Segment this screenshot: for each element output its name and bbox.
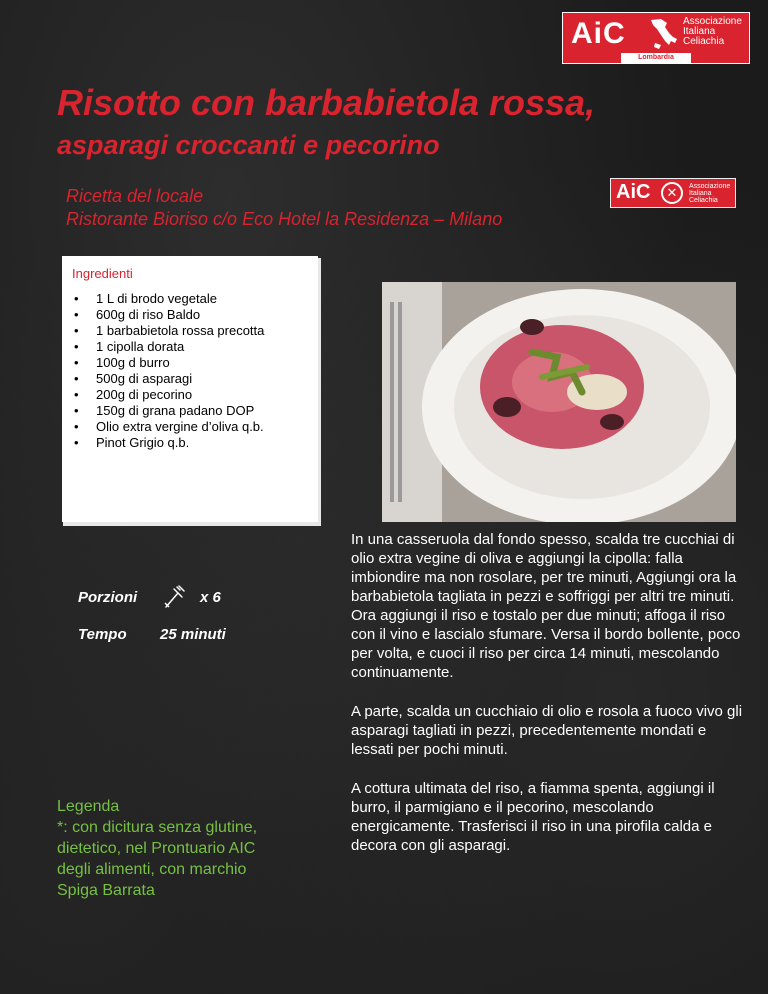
dish-photo xyxy=(382,282,736,522)
legend xyxy=(57,796,267,901)
small-logo-association-text: Associazione Italiana Celiachia xyxy=(689,183,731,204)
legend-title: Legenda xyxy=(57,798,120,815)
list-item: • 600g di riso Baldo xyxy=(72,307,308,323)
small-logo-abbr: AiC xyxy=(616,181,651,203)
list-item: • 200g di pecorino xyxy=(72,387,308,403)
crossed-grain-icon: ✕ xyxy=(661,182,683,204)
recipe-source-label: Ricetta del locale xyxy=(66,186,204,206)
fork-knife-icon xyxy=(160,583,188,611)
aic-logo xyxy=(562,12,750,64)
list-item: • Pinot Grigio q.b. xyxy=(72,435,308,451)
list-item: • 1 L di brodo vegetale xyxy=(72,291,308,307)
recipe-title: Risotto con barbabietola rossa, xyxy=(57,82,596,123)
list-item: • 500g di asparagi xyxy=(72,371,308,387)
instructions xyxy=(351,530,746,875)
portions-label: Porzioni xyxy=(78,589,138,606)
instruction-paragraph: A cottura ultimata del riso, a fiamma spenta, aggiungi il burro, il parmigiano e il pecorino, mescolando energicamente. Trasferisci il riso in una pirofila calda e decora con gli asparagi. xyxy=(351,780,715,854)
list-item: • 1 barbabietola rossa precotta xyxy=(72,323,308,339)
ingredients-list xyxy=(72,291,308,451)
italy-map-icon xyxy=(647,17,679,53)
instruction-paragraph: In una casseruola dal fondo spesso, scalda tre cucchiai di olio extra vegine di oliva e aggiungi la cipolla: falla imbiondire ma non rosolare, per tre minuti, Aggiungi ora la barbabietola tagliata in pezzi e soffriggi per altri tre minuti. Ora aggiungi il riso e tostalo per due minuti; affoga il riso con il vino e lascialo sfumare. Versa il bordo bollente, poco per volta, e cuoci il riso per circa 14 minuti, mescolando continuamente. xyxy=(351,531,741,681)
ingredients-card xyxy=(64,258,316,520)
time-value: 25 minuti xyxy=(160,626,226,643)
ingredients-heading: Ingredienti xyxy=(72,266,133,281)
logo-region: Lombardia xyxy=(621,53,691,63)
restaurant-name: Ristorante Bioriso c/o Eco Hotel la Residenza – Milano xyxy=(66,209,503,229)
time-label: Tempo xyxy=(78,626,127,643)
portions-value: x 6 xyxy=(200,589,221,606)
aic-network-logo xyxy=(610,178,736,208)
recipe-subtitle-title: asparagi croccanti e pecorino xyxy=(57,130,440,160)
list-item: • 1 cipolla dorata xyxy=(72,339,308,355)
list-item: • 150g di grana padano DOP xyxy=(72,403,308,419)
instruction-paragraph: A parte, scalda un cucchiaio di olio e rosola a fuoco vivo gli asparagi tagliati in pezzi, precedentemente mondati e lessati per pochi minuti. xyxy=(351,703,743,758)
list-item: • Olio extra vergine d’oliva q.b. xyxy=(72,419,308,435)
list-item: • 100g d burro xyxy=(72,355,308,371)
logo-association-text: Associazione Italiana Celiachia xyxy=(683,16,742,47)
legend-text: *: con dicitura senza glutine, dietetico, nel Prontuario AIC degli alimenti, con marchio Spiga Barrata xyxy=(57,819,258,899)
logo-abbr: AiC xyxy=(571,17,626,50)
